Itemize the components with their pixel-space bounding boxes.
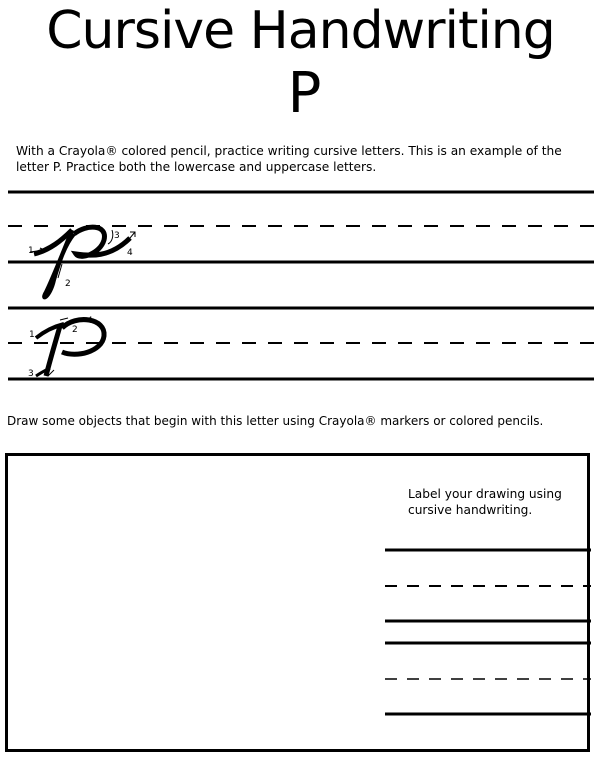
stroke-label: 2 xyxy=(65,279,71,289)
practice-lines-area[interactable] xyxy=(0,180,601,385)
label-writing-lines[interactable] xyxy=(383,541,593,721)
lowercase-stroke-labels xyxy=(28,231,133,289)
drawing-area[interactable] xyxy=(5,453,590,752)
stroke-label: 2 xyxy=(72,325,78,335)
stroke-label: 4 xyxy=(87,316,93,326)
stroke-label: 3 xyxy=(114,231,120,241)
instructions-text: With a Crayola® colored pencil, practice writing cursive letters. This is an example of the letter P. Practice both the lowercase and uppercase letters. xyxy=(16,144,562,174)
uppercase-p-example xyxy=(36,318,104,376)
draw-prompt-text: Draw some objects that begin with this letter using Crayola® markers or colored pencils. xyxy=(7,414,544,428)
stroke-label: 4 xyxy=(127,248,133,258)
stroke-label: 1 xyxy=(29,330,35,340)
stroke-label: 1 xyxy=(28,246,34,256)
stroke-label: 3 xyxy=(28,369,34,379)
featured-letter: P xyxy=(287,61,322,126)
label-hint-text: Label your drawing using cursive handwriting. xyxy=(408,487,562,517)
page-title: Cursive Handwriting xyxy=(46,1,555,61)
